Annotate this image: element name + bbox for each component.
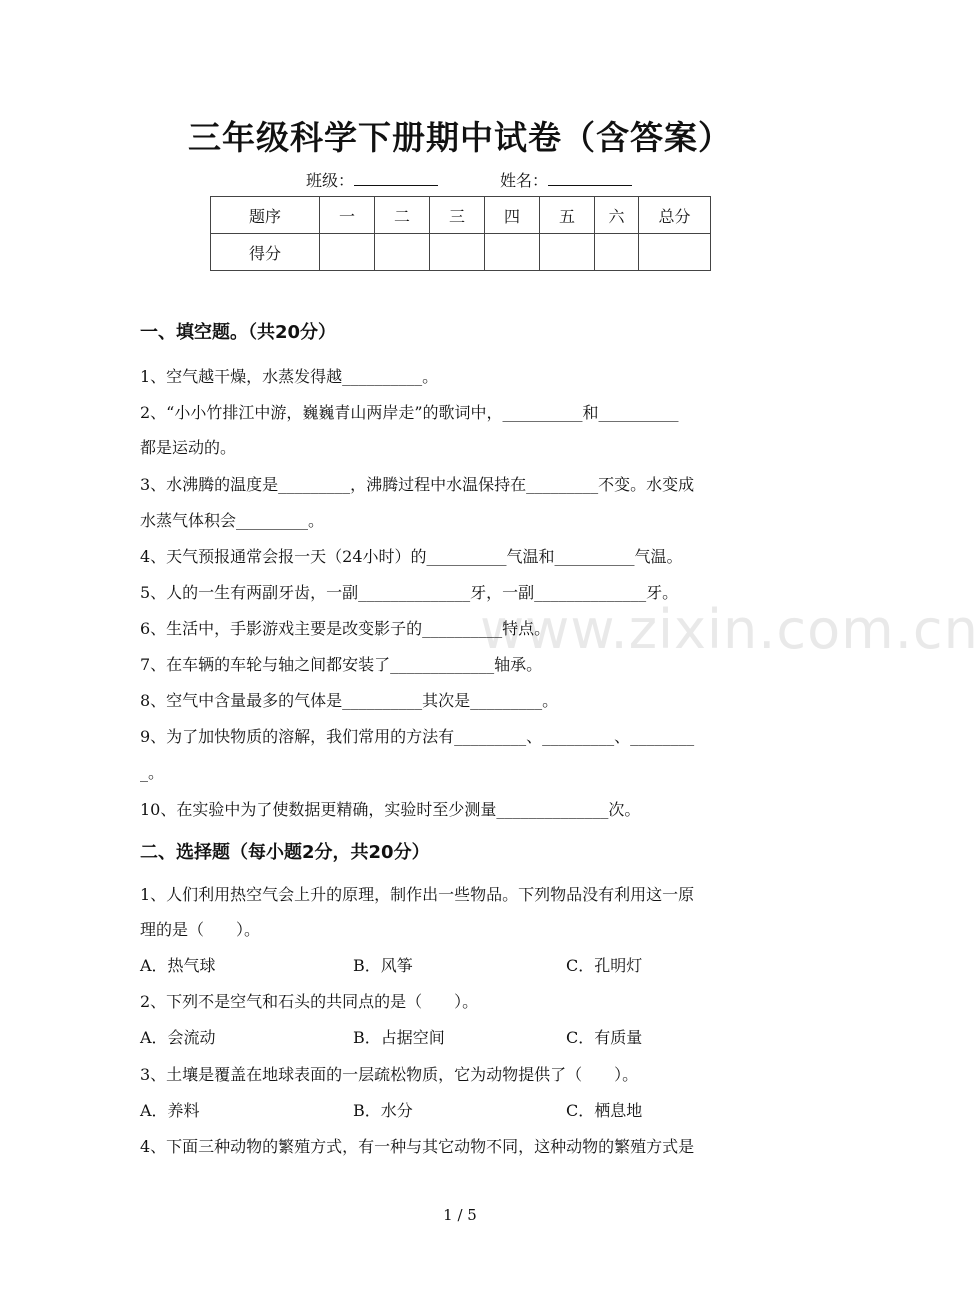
option-a[interactable]: A．养料 — [140, 1101, 200, 1120]
score-table-header: 六 — [595, 197, 639, 234]
question-line: 4、天气预报通常会报一天（24小时）的__________气温和__________气温。 — [140, 547, 683, 566]
question-line: 1、空气越干燥，水蒸发得越__________。 — [140, 367, 439, 386]
score-table-header-row — [211, 197, 711, 234]
option-a[interactable]: A．会流动 — [140, 1028, 216, 1047]
question-line: 9、为了加快物质的溶解，我们常用的方法有_________、_________、________ — [140, 727, 695, 746]
name-label: 姓名： — [500, 171, 549, 190]
option-b[interactable]: B．水分 — [353, 1101, 413, 1120]
question-line: 7、在车辆的车轮与轴之间都安装了_____________轴承。 — [140, 655, 543, 674]
question-line: 1、人们利用热空气会上升的原理，制作出一些物品。下列物品没有利用这一原 — [140, 885, 695, 904]
question-line: 5、人的一生有两副牙齿，一副______________牙，一副______________牙。 — [140, 583, 679, 602]
question-line: 3、水沸腾的温度是_________，沸腾过程中水温保持在_________不变。水变成 — [140, 475, 695, 494]
question-line: 2、下列不是空气和石头的共同点的是（ ）。 — [140, 992, 479, 1011]
score-cell[interactable] — [320, 234, 375, 271]
watermark: www.zixin.com.cn — [480, 598, 979, 661]
question-line: 8、空气中含量最多的气体是__________其次是_________。 — [140, 691, 559, 710]
question-line: _。 — [140, 763, 165, 782]
question-line: 水蒸气体积会_________。 — [140, 511, 325, 530]
class-blank[interactable] — [354, 169, 438, 186]
score-table-header: 一 — [320, 197, 375, 234]
page-number: 1 / 5 — [443, 1206, 477, 1224]
question-line: 6、生活中，手影游戏主要是改变影子的__________特点。 — [140, 619, 551, 638]
section1-heading: 一、填空题。（共20分） — [140, 322, 337, 343]
score-cell[interactable] — [430, 234, 485, 271]
question-line: 10、在实验中为了使数据更精确，实验时至少测量______________次。 — [140, 800, 641, 819]
score-row-label: 得分 — [211, 234, 320, 271]
class-field — [306, 168, 438, 191]
option-c[interactable]: C．孔明灯 — [566, 956, 643, 975]
class-label: 班级： — [306, 171, 355, 190]
score-cell[interactable] — [375, 234, 430, 271]
score-table-header: 二 — [375, 197, 430, 234]
score-table-score-row — [211, 234, 711, 271]
question-line: 3、土壤是覆盖在地球表面的一层疏松物质，它为动物提供了（ ）。 — [140, 1065, 639, 1084]
question-line: 理的是（ ）。 — [140, 920, 261, 939]
score-cell[interactable] — [639, 234, 711, 271]
question-line: 2、“小小竹排江中游，巍巍青山两岸走”的歌词中，__________和__________ — [140, 403, 679, 422]
option-b[interactable]: B．占据空间 — [353, 1028, 445, 1047]
score-table-header: 题序 — [211, 197, 320, 234]
score-cell[interactable] — [595, 234, 639, 271]
score-table-header: 总分 — [639, 197, 711, 234]
option-c[interactable]: C．有质量 — [566, 1028, 643, 1047]
name-blank[interactable] — [548, 169, 632, 186]
question-line: 都是运动的。 — [140, 438, 237, 457]
score-table-header: 五 — [540, 197, 595, 234]
option-c[interactable]: C．栖息地 — [566, 1101, 643, 1120]
exam-title: 三年级科学下册期中试卷（含答案） — [188, 118, 732, 157]
section2-heading: 二、选择题（每小题2分，共20分） — [140, 842, 430, 863]
question-line: 4、下面三种动物的繁殖方式，有一种与其它动物不同，这种动物的繁殖方式是 — [140, 1137, 695, 1156]
score-cell[interactable] — [485, 234, 540, 271]
option-b[interactable]: B．风筝 — [353, 956, 413, 975]
name-field — [500, 168, 632, 191]
option-a[interactable]: A．热气球 — [140, 956, 216, 975]
score-table-header: 四 — [485, 197, 540, 234]
score-table — [210, 196, 711, 271]
score-table-header: 三 — [430, 197, 485, 234]
score-cell[interactable] — [540, 234, 595, 271]
